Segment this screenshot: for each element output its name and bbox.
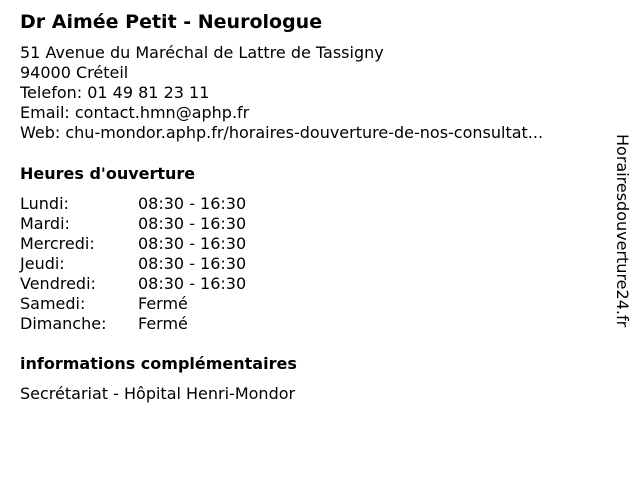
email-address[interactable]: Email: contact.hmn@aphp.fr bbox=[20, 103, 250, 122]
opening-hours-heading: Heures d'ouverture bbox=[20, 164, 196, 183]
day-hours: 08:30 - 16:30 bbox=[138, 234, 247, 253]
contact-block bbox=[20, 43, 600, 143]
hours-row bbox=[20, 294, 246, 314]
day-hours: Fermé bbox=[138, 294, 188, 313]
hours-row bbox=[20, 194, 246, 214]
day-hours: 08:30 - 16:30 bbox=[138, 214, 247, 233]
day-label: Samedi: bbox=[20, 294, 86, 313]
additional-info-heading: informations complémentaires bbox=[20, 354, 297, 373]
additional-info-text: Secrétariat - Hôpital Henri-Mondor bbox=[20, 384, 296, 403]
day-label: Mardi: bbox=[20, 214, 70, 233]
hours-row bbox=[20, 274, 246, 294]
website-link[interactable]: Web: chu-mondor.aphp.fr/horaires-douverture-de-nos-consultat... bbox=[20, 123, 544, 142]
day-label: Vendredi: bbox=[20, 274, 96, 293]
day-hours: 08:30 - 16:30 bbox=[138, 194, 247, 213]
day-hours: 08:30 - 16:30 bbox=[138, 274, 247, 293]
phone-number[interactable]: Telefon: 01 49 81 23 11 bbox=[20, 83, 210, 102]
day-label: Jeudi: bbox=[20, 254, 65, 273]
site-watermark: Horairesdouverture24.fr bbox=[613, 134, 632, 328]
day-label: Dimanche: bbox=[20, 314, 107, 333]
business-name: Dr Aimée Petit - Neurologue bbox=[20, 11, 323, 33]
hours-row bbox=[20, 234, 246, 254]
opening-hours-table bbox=[20, 194, 246, 334]
hours-row bbox=[20, 314, 246, 334]
address-city: 94000 Créteil bbox=[20, 63, 129, 82]
day-label: Mercredi: bbox=[20, 234, 95, 253]
hours-row bbox=[20, 214, 246, 234]
day-hours: Fermé bbox=[138, 314, 188, 333]
day-label: Lundi: bbox=[20, 194, 69, 213]
address-street: 51 Avenue du Maréchal de Lattre de Tassigny bbox=[20, 43, 384, 62]
day-hours: 08:30 - 16:30 bbox=[138, 254, 247, 273]
hours-row bbox=[20, 254, 246, 274]
